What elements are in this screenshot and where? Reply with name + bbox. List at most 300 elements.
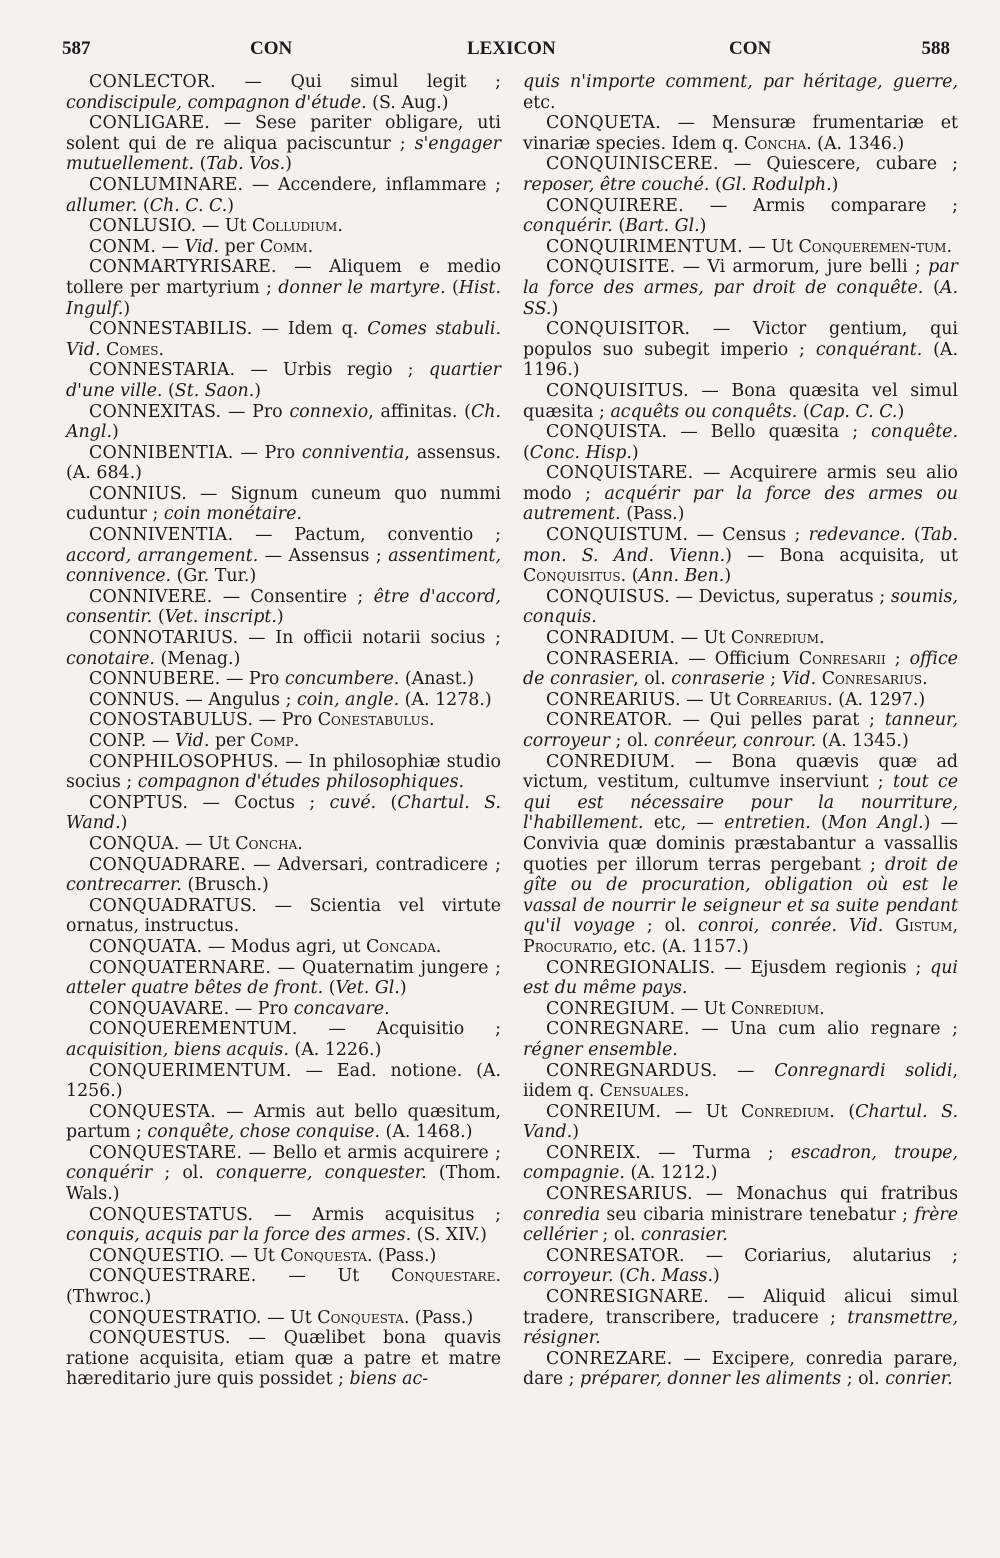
cross-reference: Conresarius — [821, 669, 923, 690]
cross-reference: Conredium — [730, 998, 820, 1019]
entry-headword: CONQUIRERE. — [546, 195, 684, 216]
latin-definition: . — [435, 936, 442, 957]
entry-headword: CONQUESTUS. — [89, 1328, 231, 1349]
dictionary-entry — [66, 1205, 501, 1246]
latin-definition: ) — [276, 607, 284, 628]
french-gloss: acquérir par la force des armes ou autrement. — [523, 483, 958, 525]
dictionary-entry — [66, 257, 501, 319]
french-gloss: Ann. Ben. — [638, 566, 725, 587]
latin-definition: . — [819, 628, 825, 649]
latin-definition: — Angulus ; — [179, 689, 298, 710]
latin-definition: ) — [897, 401, 905, 422]
entry-headword: CONQUISITUS. — [546, 380, 689, 401]
latin-definition: per — [219, 236, 260, 257]
french-gloss: acquisition, biens acquis. — [66, 1039, 289, 1060]
dictionary-entry — [523, 710, 958, 751]
french-gloss: tanneur, corroyeur — [523, 710, 958, 751]
dictionary-entry — [66, 793, 501, 834]
entry-headword: CONNUBERE. — [89, 669, 221, 690]
entry-headword: CONQUETA. — [546, 113, 661, 134]
french-gloss: Ch. Mass. — [625, 1266, 714, 1287]
entry-headword: CONQUERIMENTUM. — [89, 1060, 292, 1081]
latin-definition: ) — [551, 298, 559, 319]
dictionary-entry — [523, 319, 958, 381]
french-gloss: Cap. C. C. — [809, 401, 898, 422]
dictionary-entry — [66, 484, 501, 525]
latin-definition: — Idem q. — [252, 319, 368, 340]
entry-headword: CONRESATOR. — [546, 1245, 685, 1266]
dictionary-entry — [66, 958, 501, 999]
entry-headword: CONPTUS. — [89, 792, 189, 813]
latin-definition: ) — [123, 298, 131, 319]
latin-definition: ; ol. — [841, 1369, 886, 1390]
dictionary-entry — [523, 422, 958, 463]
latin-definition: — Pro — [229, 998, 294, 1019]
latin-definition: (Menag.) — [154, 648, 241, 669]
latin-definition: ) — [713, 1266, 720, 1287]
french-gloss: conquis, acquis par la force des armes. — [66, 1225, 412, 1246]
latin-definition: — Bello quæsita ; — [667, 422, 872, 443]
french-gloss: conniventia — [301, 442, 405, 463]
cross-reference: Colludium — [252, 216, 338, 237]
entry-headword: CONQUISITOR. — [546, 319, 691, 340]
page-number-right: 588 — [921, 38, 950, 59]
dictionary-entry — [66, 937, 501, 958]
french-gloss: conredia — [523, 1204, 601, 1225]
dictionary-entry — [66, 669, 501, 690]
entry-headword: CONNUS. — [89, 689, 180, 710]
latin-definition: — Devictus, superatus ; — [669, 586, 891, 607]
french-gloss: St. Saon. — [174, 380, 255, 401]
right-column — [523, 72, 958, 1390]
entry-headword: CONREIX. — [546, 1142, 641, 1163]
entry-headword: CONREGIUM. — [546, 998, 676, 1019]
french-gloss: Ch. C. C. — [149, 195, 228, 216]
latin-definition: — Urbis regio ; — [235, 360, 429, 381]
french-gloss: quartier d'une ville. — [66, 360, 501, 401]
latin-definition: — Officium — [679, 648, 799, 669]
latin-definition: — Excipere, conredia parare, dare ; — [523, 1348, 958, 1390]
entry-headword: CONLECTOR. — [89, 72, 216, 92]
entry-headword: CONREZARE. — [546, 1348, 673, 1369]
dictionary-entry — [523, 1061, 958, 1102]
french-gloss: Ch. Angl. — [66, 401, 501, 443]
entry-headword: CONLUSIO. — [89, 216, 197, 237]
dictionary-entry — [66, 587, 501, 628]
french-gloss: Tab. mon. S. And. Vienn. — [523, 525, 958, 566]
french-gloss: tout ce qui est nécessaire pour la nourriture, l'habillement. — [523, 772, 958, 834]
entry-headword: CONNIVERE. — [89, 586, 213, 607]
french-gloss: coin, angle. — [297, 689, 400, 710]
latin-definition: — Pro — [221, 401, 290, 422]
latin-definition: — Qui simul legit ; — [215, 72, 501, 92]
dictionary-entry — [66, 855, 501, 896]
french-gloss: conquérir. — [523, 216, 613, 237]
entry-headword: CONRADIUM. — [546, 628, 676, 649]
dictionary-entry — [523, 752, 958, 958]
latin-definition: ; — [764, 669, 782, 690]
latin-definition: etc, — — [643, 813, 725, 834]
latin-definition: ) — [254, 380, 262, 401]
latin-definition: ; ol. — [635, 916, 699, 937]
latin-definition: — Una cum alio regnare ; — [689, 1019, 958, 1040]
cross-reference: Conestabulus — [317, 710, 429, 731]
latin-definition: . — [683, 1081, 690, 1102]
entry-headword: CONQUESTRARE. — [89, 1266, 257, 1287]
latin-definition: ; ol. — [596, 1225, 641, 1246]
latin-definition: — Pro — [253, 710, 318, 731]
french-gloss: office de conrasier — [523, 648, 958, 690]
entry-headword: CONQUESTA. — [89, 1101, 217, 1122]
dictionary-entry — [66, 443, 501, 484]
dictionary-entry — [523, 999, 958, 1020]
french-gloss: Mon Angl. — [827, 813, 924, 834]
latin-definition: — Quiescere, cubare ; — [718, 154, 958, 175]
latin-definition: (Thom. Wals.) — [66, 1163, 501, 1205]
entry-headword: CONMARTYRISARE. — [89, 257, 277, 278]
latin-definition: (Brusch.) — [181, 875, 269, 896]
entry-headword: CONQUESTIO. — [89, 1245, 225, 1266]
latin-definition: , iidem q. — [523, 1060, 959, 1102]
cross-reference: Comm — [259, 236, 308, 257]
french-gloss: conrasier. — [640, 1225, 728, 1246]
latin-definition: — Pactum, conventio ; — [233, 525, 501, 546]
latin-definition: ) — [227, 195, 235, 216]
entry-headword: CONQUISUS. — [546, 586, 670, 607]
french-gloss: Vet. inscript. — [164, 607, 277, 628]
latin-definition: — Adversari, contradicere ; — [246, 854, 501, 875]
french-gloss: assentiment, connivence. — [66, 545, 501, 587]
latin-definition: — Census ; — [688, 525, 809, 546]
french-gloss: Tab. Vos. — [206, 154, 286, 175]
french-gloss: Vet. Gl. — [335, 978, 400, 999]
cross-reference: Correarius — [736, 689, 828, 710]
dictionary-entry — [66, 999, 501, 1020]
latin-definition: (Anast.) — [399, 669, 474, 690]
dictionary-entry — [66, 834, 501, 855]
cross-reference: Conqueremen-tum — [798, 236, 947, 257]
french-gloss: être d'accord, consentir. — [66, 586, 501, 628]
entry-headword: CONQUESTATUS. — [89, 1204, 254, 1225]
latin-definition: . — [293, 731, 300, 751]
latin-definition: ) — [399, 978, 407, 999]
latin-definition: ) — [111, 422, 119, 443]
latin-definition: — Pro — [233, 442, 302, 463]
latin-definition: . (Pass.) — [403, 1307, 474, 1328]
dictionary-entry — [66, 1143, 501, 1205]
dictionary-entry — [66, 1246, 501, 1267]
dictionary-entry — [523, 1143, 958, 1184]
latin-definition: — Quælibet bona quavis ratione acquisita, etiam quæ a patre et matre hæreditario jure quis possidet ; — [66, 1328, 501, 1390]
entry-headword: CONQUISITE. — [546, 257, 676, 278]
latin-definition: ( — [376, 792, 398, 813]
dictionary-entry — [66, 1102, 501, 1143]
page-header — [62, 38, 950, 68]
entry-headword: CONQUISTARE. — [546, 463, 694, 484]
latin-definition: (A. 1468.) — [380, 1122, 473, 1143]
french-gloss: accord, arrangement. — [66, 545, 259, 566]
latin-definition: ( — [797, 401, 810, 422]
french-gloss: Hist. Ingulf. — [66, 277, 501, 319]
dictionary-entry — [523, 1102, 958, 1143]
latin-definition: ) — [120, 813, 128, 834]
dictionary-entry — [66, 72, 501, 113]
latin-definition: (A. 1278.) — [399, 689, 492, 710]
latin-definition: — — [717, 1060, 775, 1081]
entry-headword: CONQUATA. — [89, 936, 203, 957]
latin-definition: — Ut — [742, 236, 799, 257]
entry-headword: CONRESIGNARE. — [546, 1287, 709, 1308]
french-gloss: cuvé. — [329, 792, 377, 813]
french-gloss: Gl. Rodulph. — [721, 174, 832, 195]
dictionary-entry — [66, 525, 501, 587]
entry-headword: CONLUMINARE. — [89, 174, 244, 195]
entry-headword: CONQUIRIMENTUM. — [546, 236, 743, 257]
dictionary-entry — [66, 319, 501, 360]
entry-headword: CONM. — [89, 236, 157, 257]
latin-definition: — Scientia vel virtute ornatus, instructus. — [66, 895, 501, 937]
latin-definition: per — [209, 731, 251, 751]
latin-definition: — — [146, 731, 175, 751]
french-gloss: redevance. — [808, 525, 906, 546]
latin-definition: ( — [612, 216, 626, 237]
french-gloss: Chartul. S. Wand. — [66, 792, 501, 834]
latin-definition: , ol. — [633, 669, 672, 690]
dictionary-entry — [66, 402, 501, 443]
entry-headword: CONQUESTARE. — [89, 1142, 243, 1163]
latin-definition: etc. — [523, 92, 556, 113]
latin-definition: . — [307, 236, 314, 257]
guide-word-left: CON — [250, 38, 293, 59]
latin-definition: (Pass.) — [620, 504, 685, 525]
french-gloss: Chartul. S. Vand. — [523, 1101, 958, 1143]
french-gloss: conquérir — [66, 1163, 153, 1184]
cross-reference: Comes — [106, 339, 159, 360]
dictionary-entry — [66, 731, 501, 752]
entry-headword: CONREATOR. — [546, 710, 673, 731]
french-gloss: régner ensemble. — [523, 1039, 678, 1060]
latin-definition: — Ejusdem regionis ; — [715, 957, 931, 978]
page-number-left: 587 — [62, 38, 91, 59]
latin-definition: (A. 1212.) — [624, 1163, 718, 1184]
latin-definition: — In philosophiæ studio socius ; — [66, 751, 501, 793]
latin-definition: — Accendere, inflammare ; — [243, 174, 501, 195]
latin-definition: . (Pass.) — [366, 1245, 437, 1266]
latin-definition: ( — [137, 195, 150, 216]
cross-reference: Conquisitus — [523, 566, 621, 587]
french-gloss: conquête, chose conquise. — [147, 1122, 380, 1143]
dictionary-entry — [66, 710, 501, 731]
dictionary-entry — [66, 628, 501, 669]
latin-definition: — Aliquem e medio tollere per martyrium ; — [66, 257, 501, 298]
french-gloss: préparer, donner les aliments — [580, 1369, 842, 1390]
latin-definition: — Consentire ; — [212, 586, 374, 607]
latin-definition — [883, 916, 895, 936]
latin-definition: (A. 1226.) — [288, 1039, 382, 1060]
latin-definition: ( — [709, 174, 722, 195]
latin-definition: ( — [810, 813, 828, 834]
french-gloss: Conregnardi solidi — [774, 1060, 953, 1081]
latin-definition: — Turma ; — [640, 1142, 791, 1163]
latin-definition: — Monachus qui fratribus — [692, 1184, 958, 1205]
dictionary-entry — [523, 1246, 958, 1287]
guide-word-right: CON — [729, 38, 772, 59]
entry-headword: CONNESTABILIS. — [89, 319, 253, 340]
french-gloss: acquêts ou conquêts. — [610, 401, 798, 422]
latin-definition: — Armis aut bello quæsitum, partum ; — [66, 1101, 501, 1143]
french-gloss: contrecarrer. — [66, 875, 182, 896]
latin-definition: — Ut — [256, 1266, 392, 1287]
dictionary-entry — [523, 381, 958, 422]
french-gloss: reposer, être couché. — [523, 174, 710, 195]
entry-headword: CONQUAVARE. — [89, 998, 230, 1019]
latin-definition: — Ead. notione. (A. 1256.) — [66, 1060, 501, 1102]
latin-definition: — Bona quævis quæ ad victum, vestitum, cultumve inserviunt ; — [523, 751, 958, 793]
dictionary-entry — [66, 1308, 501, 1329]
entry-headword: CONQUISTUM. — [546, 525, 689, 546]
cross-reference: Concada — [365, 936, 436, 957]
french-gloss: corroyeur. — [523, 1266, 614, 1287]
latin-definition: ; ol. — [152, 1163, 217, 1184]
latin-definition: . ( — [829, 1101, 856, 1122]
latin-definition: ; ol. — [609, 731, 654, 751]
latin-definition: — Ut — [661, 1101, 742, 1122]
dictionary-entry — [523, 649, 958, 690]
entry-headword: CONREGNARDUS. — [546, 1060, 718, 1081]
latin-definition: — Ut — [179, 833, 236, 854]
latin-definition: , assensus. (A. 684.) — [66, 442, 501, 484]
latin-definition: — Assensus ; — [258, 545, 389, 566]
dictionary-entry — [523, 1184, 958, 1246]
latin-definition: , affinitas. ( — [368, 401, 471, 422]
dictionary-entry — [66, 1266, 501, 1307]
french-gloss: condiscipule, compagnon d'étude. — [66, 92, 367, 113]
entry-headword: CONQUEREMENTUM. — [89, 1019, 298, 1040]
french-gloss: conréeur, conrour. — [653, 731, 817, 751]
latin-definition: — Armis acquisitus ; — [253, 1204, 501, 1225]
entry-headword: CONREIUM. — [546, 1101, 662, 1122]
dictionary-entry — [523, 72, 958, 113]
entry-headword: CONREGIONALIS. — [546, 957, 716, 978]
latin-definition: — Ut — [196, 216, 253, 237]
french-gloss: escadron, troupe, compagnie. — [523, 1142, 958, 1184]
dictionary-entry — [523, 257, 958, 319]
entry-headword: CONNESTARIA. — [89, 360, 236, 381]
latin-definition: — Ut — [675, 998, 731, 1019]
cross-reference: Comp — [250, 731, 294, 751]
latin-definition: ( — [152, 607, 165, 628]
cross-reference: Conresarii — [798, 648, 886, 669]
french-gloss: conroi, conrée. Vid. — [698, 916, 884, 937]
dictionary-entry — [66, 360, 501, 401]
latin-definition: (A. 1196.) — [523, 339, 959, 381]
entry-headword: CONNIVENTIA. — [89, 525, 234, 546]
latin-definition: ) — [724, 566, 732, 587]
french-gloss: Comes stabuli. Vid. — [66, 319, 501, 360]
latin-definition: (S. Aug.) — [366, 92, 449, 113]
french-gloss: droit de gîte ou de procuration, obligation où est le vassal de nourrir le seigneur et sa suite pendant qu'il voyage — [523, 854, 958, 937]
latin-definition: ( — [445, 277, 459, 298]
latin-definition: ( — [613, 1266, 626, 1287]
french-gloss: transmettre, résigner. — [523, 1307, 958, 1349]
latin-definition: — — [156, 236, 185, 257]
latin-definition: ( — [523, 442, 530, 463]
entry-headword: CONNIBENTIA. — [89, 442, 234, 463]
latin-definition: (A. 1345.) — [816, 731, 909, 751]
cross-reference: Conquesta — [317, 1307, 404, 1328]
latin-definition: — Armis comparare ; — [683, 195, 958, 216]
entry-headword: CONRESARIUS. — [546, 1184, 693, 1205]
entry-headword: CONQUA. — [89, 833, 180, 854]
french-gloss: Vid. — [184, 236, 220, 257]
dictionary-entry — [66, 896, 501, 937]
latin-definition: . (Thwroc.) — [66, 1266, 501, 1308]
latin-definition: ) — [831, 174, 839, 195]
cross-reference: Conquestare — [391, 1266, 496, 1287]
entry-headword: CONQUESTRATIO. — [89, 1307, 262, 1328]
french-gloss: concavare. — [293, 998, 390, 1019]
latin-definition: . — [428, 710, 435, 731]
latin-definition: ) — Convivia quæ dominis præstabantur a vassallis quoties per illorum terras pergebant ; — [523, 813, 958, 875]
french-gloss: soumis, conquis. — [523, 586, 958, 628]
latin-definition: — Mensuræ frumentariæ et vinariæ species. Idem q. — [523, 113, 958, 154]
cross-reference: Censuales — [599, 1081, 684, 1102]
latin-definition: ) — [699, 216, 707, 237]
cross-reference: Concha — [235, 833, 298, 854]
latin-definition: ( — [323, 978, 336, 999]
dictionary-entry — [66, 113, 501, 175]
dictionary-entry — [523, 525, 958, 587]
dictionary-entry — [66, 1328, 501, 1390]
latin-definition: — Aliquid alicui simul tradere, transcribere, traducere ; — [523, 1287, 958, 1328]
cross-reference: Conredium — [741, 1101, 830, 1122]
latin-definition: ) — Bona acquisita, ut — [725, 545, 958, 566]
latin-definition: (S. XIV.) — [411, 1225, 487, 1246]
entry-headword: CONNEXITAS. — [89, 401, 222, 422]
dictionary-entry — [523, 690, 958, 711]
entry-headword: CONNOTARIUS. — [89, 628, 239, 649]
french-gloss: conotaire. — [66, 648, 155, 669]
french-gloss: conquérant. — [815, 339, 923, 360]
latin-definition: . — [819, 998, 825, 1019]
latin-definition: seu cibaria ministrare tenebatur ; — [600, 1204, 915, 1225]
entry-headword: CONREDIUM. — [546, 751, 676, 772]
entry-headword: CONP. — [89, 731, 147, 751]
dictionary-entry — [523, 1019, 958, 1060]
cross-reference: Gistum, Procuratio — [523, 916, 958, 957]
french-gloss: atteler quatre bêtes de front. — [66, 978, 324, 999]
left-column — [66, 72, 501, 1390]
latin-definition: — Acquisitio ; — [297, 1019, 501, 1040]
latin-definition: — Quaternatim jungere ; — [271, 957, 501, 978]
latin-definition: ) — [631, 442, 639, 463]
dictionary-entry — [523, 463, 958, 525]
french-gloss: s'engager mutuellement. — [66, 133, 501, 175]
latin-definition: . — [946, 236, 952, 257]
latin-definition: ( — [162, 380, 175, 401]
french-gloss: quis n'importe comment, par héritage, guerre, — [523, 72, 958, 92]
entry-headword: CONQUINISCERE. — [546, 154, 719, 175]
entry-headword: CONQUATERNARE. — [89, 957, 272, 978]
french-gloss: conraserie — [671, 669, 765, 690]
entry-headword: CONQUISTA. — [546, 422, 668, 443]
dictionary-entry — [66, 752, 501, 793]
latin-definition: ) — [572, 1122, 579, 1143]
latin-definition: — Bona quæsita vel simul quæsita ; — [523, 380, 958, 422]
french-gloss: frère cellérier — [523, 1204, 958, 1246]
entry-headword: CONLIGARE. — [89, 113, 210, 134]
latin-definition: ) — [285, 154, 292, 175]
